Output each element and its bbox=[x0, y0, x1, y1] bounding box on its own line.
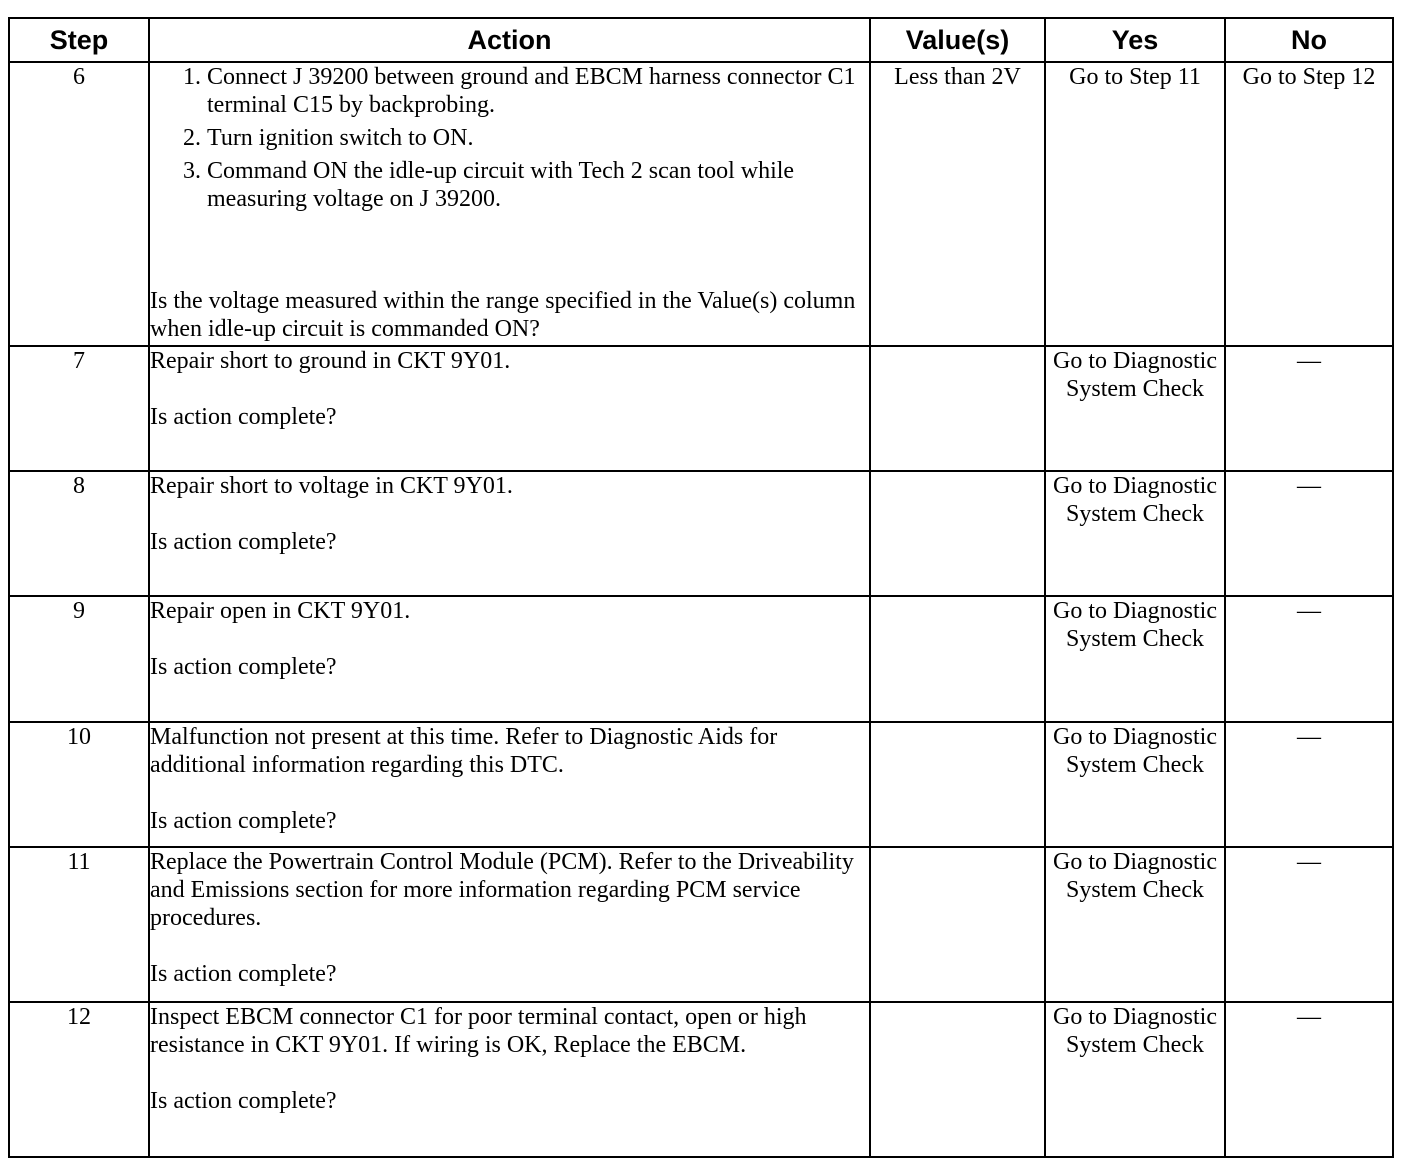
action-text: Inspect EBCM connector C1 for poor terminal contact, open or high resistance in CKT 9Y01. If wiring is OK, Replace the EBCM. bbox=[150, 1003, 807, 1058]
step-number: 10 bbox=[9, 722, 149, 847]
no-cell: Go to Step 12 bbox=[1225, 62, 1393, 346]
action-cell bbox=[149, 471, 870, 596]
action-text: Replace the Powertrain Control Module (PCM). Refer to the Driveability and Emissions section for more information regarding PCM service procedures. bbox=[150, 848, 854, 931]
action-question: Is action complete? bbox=[150, 960, 337, 987]
table-row bbox=[9, 471, 1393, 596]
step-number: 8 bbox=[9, 471, 149, 596]
step-number: 11 bbox=[9, 847, 149, 1002]
action-question: Is the voltage measured within the range specified in the Value(s) column when idle-up circuit is commanded ON? bbox=[150, 288, 856, 343]
action-question: Is action complete? bbox=[150, 1087, 337, 1114]
no-cell: — bbox=[1225, 471, 1393, 596]
value-cell bbox=[870, 722, 1045, 847]
value-cell bbox=[870, 346, 1045, 471]
action-cell bbox=[149, 346, 870, 471]
table-row bbox=[9, 1002, 1393, 1157]
header-yes: Yes bbox=[1045, 18, 1225, 62]
value-cell bbox=[870, 471, 1045, 596]
value-cell bbox=[870, 596, 1045, 721]
yes-cell: Go to Diagnostic System Check bbox=[1045, 596, 1225, 721]
action-text: Repair short to voltage in CKT 9Y01. bbox=[150, 473, 513, 500]
header-values: Value(s) bbox=[870, 18, 1045, 62]
step-number: 6 bbox=[9, 62, 149, 346]
action-text: Repair open in CKT 9Y01. bbox=[150, 598, 411, 625]
no-cell: — bbox=[1225, 1002, 1393, 1157]
header-row bbox=[9, 18, 1393, 62]
header-no: No bbox=[1225, 18, 1393, 62]
no-cell: — bbox=[1225, 346, 1393, 471]
value-cell bbox=[870, 1002, 1045, 1157]
action-question: Is action complete? bbox=[150, 654, 337, 681]
no-cell: — bbox=[1225, 596, 1393, 721]
yes-cell: Go to Step 11 bbox=[1045, 62, 1225, 346]
action-question: Is action complete? bbox=[150, 529, 337, 556]
yes-cell: Go to Diagnostic System Check bbox=[1045, 471, 1225, 596]
action-cell bbox=[149, 1002, 870, 1157]
action-text: Malfunction not present at this time. Refer to Diagnostic Aids for additional information regarding this DTC. bbox=[150, 723, 778, 778]
header-action: Action bbox=[149, 18, 870, 62]
table-row bbox=[9, 596, 1393, 721]
action-cell bbox=[149, 847, 870, 1002]
header-step: Step bbox=[9, 18, 149, 62]
table-row bbox=[9, 346, 1393, 471]
yes-cell: Go to Diagnostic System Check bbox=[1045, 346, 1225, 471]
value-cell bbox=[870, 847, 1045, 1002]
instruction-list bbox=[150, 63, 869, 218]
yes-cell: Go to Diagnostic System Check bbox=[1045, 847, 1225, 1002]
table-row bbox=[9, 62, 1393, 346]
action-question: Is action complete? bbox=[150, 807, 337, 834]
value-cell: Less than 2V bbox=[870, 62, 1045, 346]
action-cell bbox=[149, 722, 870, 847]
action-cell bbox=[149, 596, 870, 721]
step-number: 7 bbox=[9, 346, 149, 471]
action-cell bbox=[149, 62, 870, 346]
action-text: Repair short to ground in CKT 9Y01. bbox=[150, 348, 511, 375]
diagnostic-table bbox=[8, 17, 1394, 1158]
instruction-item: 3. Command ON the idle-up circuit with Tech 2 scan tool while measuring voltage on J 39200. bbox=[207, 157, 869, 213]
step-number: 9 bbox=[9, 596, 149, 721]
no-cell: — bbox=[1225, 722, 1393, 847]
table-row bbox=[9, 722, 1393, 847]
no-cell: — bbox=[1225, 847, 1393, 1002]
action-question: Is action complete? bbox=[150, 404, 337, 431]
instruction-item: 1. Connect J 39200 between ground and EBCM harness connector C1 terminal C15 by backprobing. bbox=[207, 63, 869, 119]
instruction-item: 2. Turn ignition switch to ON. bbox=[207, 124, 869, 152]
yes-cell: Go to Diagnostic System Check bbox=[1045, 722, 1225, 847]
yes-cell: Go to Diagnostic System Check bbox=[1045, 1002, 1225, 1157]
step-number: 12 bbox=[9, 1002, 149, 1157]
table-row bbox=[9, 847, 1393, 1002]
